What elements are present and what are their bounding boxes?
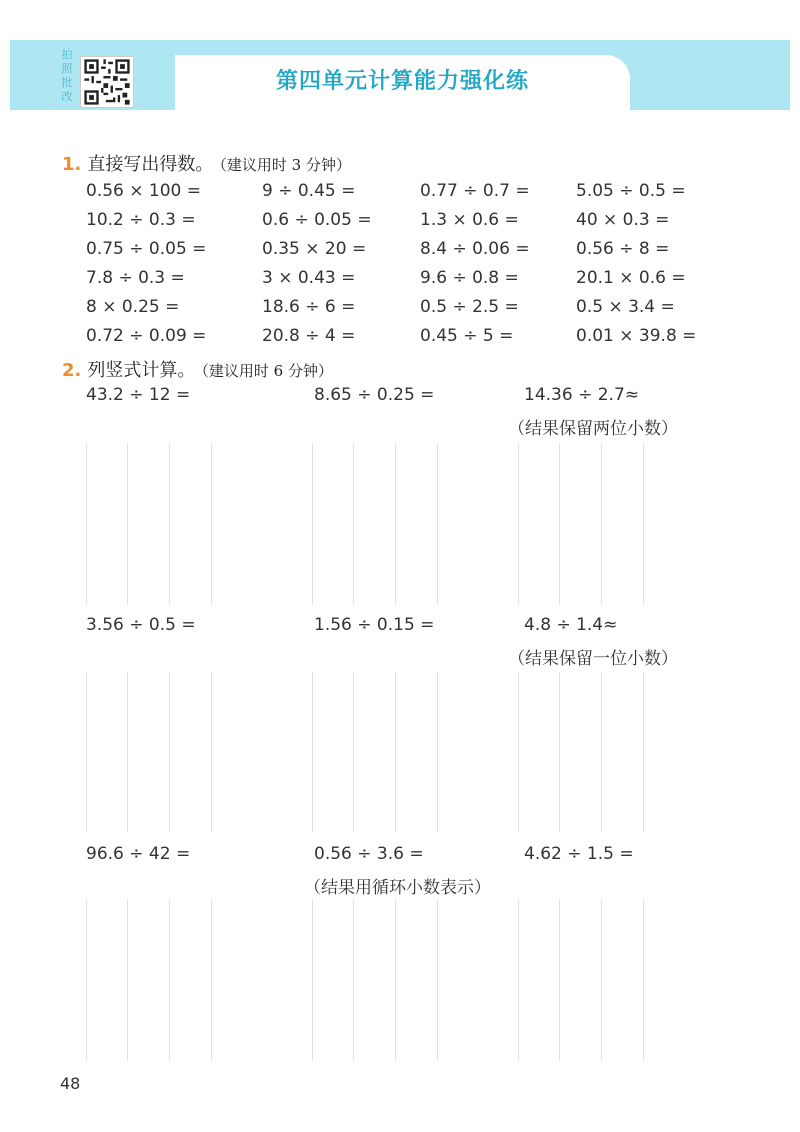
vertical-calc-problem: 4.8 ÷ 1.4≈: [524, 615, 618, 635]
vertical-calc-problem: 0.56 ÷ 3.6 =: [314, 844, 424, 864]
work-area[interactable]: [86, 444, 216, 604]
oral-question: 3 × 0.43 =: [262, 268, 356, 288]
oral-question: 0.5 ÷ 2.5 =: [420, 297, 519, 317]
work-area[interactable]: [86, 900, 216, 1060]
vertical-calc-problem: 43.2 ÷ 12 =: [86, 385, 191, 405]
oral-question: 40 × 0.3 =: [576, 210, 670, 230]
section2-number: 2.: [62, 360, 82, 381]
work-area[interactable]: [518, 900, 648, 1060]
oral-question: 0.6 ÷ 0.05 =: [262, 210, 372, 230]
oral-question: 0.72 ÷ 0.09 =: [86, 326, 207, 346]
vertical-calc-problem: 96.6 ÷ 42 =: [86, 844, 191, 864]
qr-code-icon[interactable]: [80, 56, 134, 108]
work-area[interactable]: [312, 672, 442, 832]
oral-question: 0.56 ÷ 8 =: [576, 239, 670, 259]
oral-question: 0.56 × 100 =: [86, 181, 201, 201]
oral-question: 0.35 × 20 =: [262, 239, 367, 259]
work-area[interactable]: [312, 444, 442, 604]
rounding-requirement-note: （结果用循环小数表示）: [304, 878, 491, 898]
oral-question: 0.01 × 39.8 =: [576, 326, 697, 346]
rounding-requirement-note: （结果保留一位小数）: [508, 649, 678, 669]
page-number: 48: [60, 1074, 81, 1093]
oral-question: 1.3 × 0.6 =: [420, 210, 519, 230]
work-area[interactable]: [518, 672, 648, 832]
section1-title: 直接写出得数。: [87, 154, 214, 175]
work-area[interactable]: [518, 444, 648, 604]
section2-heading: [62, 356, 333, 382]
oral-question: 0.77 ÷ 0.7 =: [420, 181, 530, 201]
oral-question: 0.5 × 3.4 =: [576, 297, 675, 317]
vertical-calc-problem: 1.56 ÷ 0.15 =: [314, 615, 435, 635]
oral-question: 20.8 ÷ 4 =: [262, 326, 356, 346]
work-area[interactable]: [86, 672, 216, 832]
page-title: 第四单元计算能力强化练: [275, 69, 529, 94]
oral-question: 10.2 ÷ 0.3 =: [86, 210, 196, 230]
oral-question: 7.8 ÷ 0.3 =: [86, 268, 185, 288]
section2-time-hint: （建议用时 6 分钟）: [201, 362, 333, 380]
oral-question: 9.6 ÷ 0.8 =: [420, 268, 519, 288]
section1-heading: [62, 150, 351, 176]
scan-to-grade-label: 拍 照 批 改: [61, 48, 73, 103]
oral-question: 0.75 ÷ 0.05 =: [86, 239, 207, 259]
oral-question: 18.6 ÷ 6 =: [262, 297, 356, 317]
vertical-calc-problem: 4.62 ÷ 1.5 =: [524, 844, 634, 864]
rounding-requirement-note: （结果保留两位小数）: [508, 419, 678, 439]
oral-question: 8 × 0.25 =: [86, 297, 180, 317]
section1-number: 1.: [62, 154, 82, 175]
oral-question: 20.1 × 0.6 =: [576, 268, 686, 288]
section1-time-hint: （建议用时 3 分钟）: [219, 156, 351, 174]
oral-question: 9 ÷ 0.45 =: [262, 181, 356, 201]
work-area[interactable]: [312, 900, 442, 1060]
oral-question: 5.05 ÷ 0.5 =: [576, 181, 686, 201]
vertical-calc-problem: 3.56 ÷ 0.5 =: [86, 615, 196, 635]
vertical-calc-problem: 14.36 ÷ 2.7≈: [524, 385, 639, 405]
oral-question: 0.45 ÷ 5 =: [420, 326, 514, 346]
oral-question: 8.4 ÷ 0.06 =: [420, 239, 530, 259]
vertical-calc-problem: 8.65 ÷ 0.25 =: [314, 385, 435, 405]
section2-title: 列竖式计算。: [87, 360, 196, 381]
